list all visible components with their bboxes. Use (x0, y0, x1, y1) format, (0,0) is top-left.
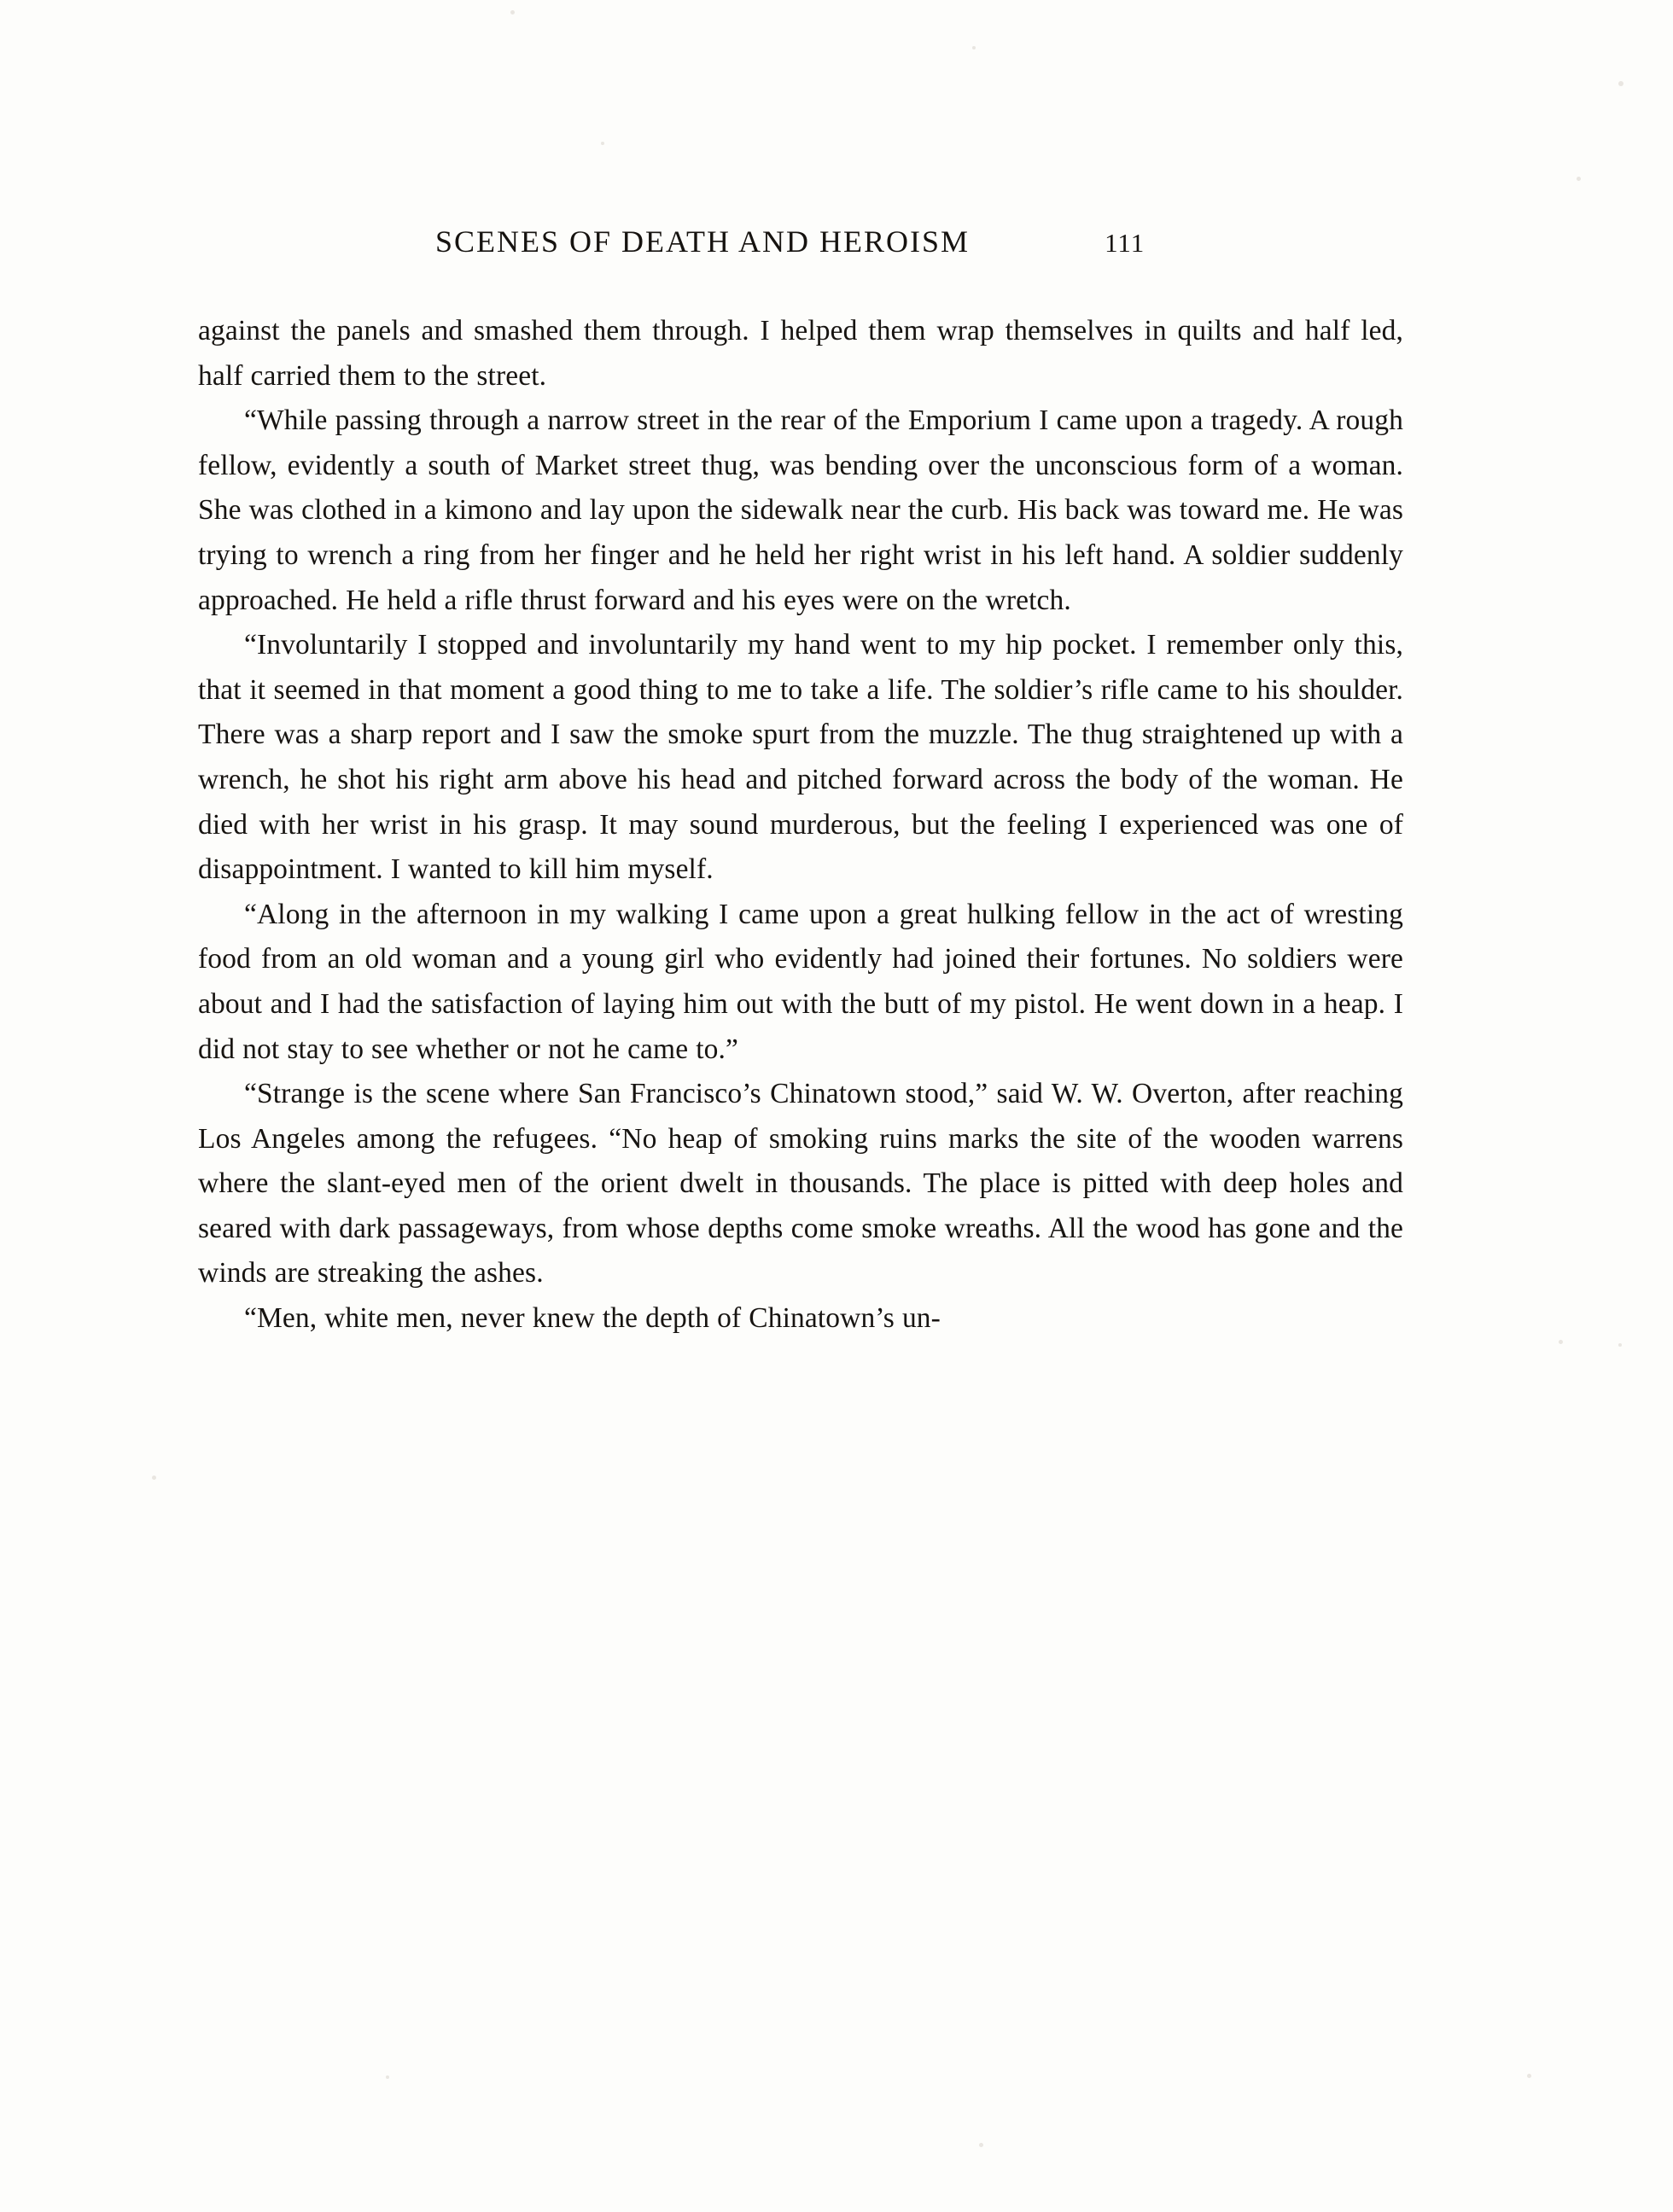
running-head (198, 224, 1403, 259)
body-text (198, 309, 1403, 1342)
scan-speck (510, 10, 515, 15)
paragraph: “Men, white men, never knew the depth of Chinatown’s un- (244, 1302, 941, 1335)
page-number: 111 (1105, 228, 1145, 258)
scan-speck (601, 142, 604, 145)
scan-speck (1559, 1340, 1563, 1344)
scan-speck (972, 46, 976, 49)
paragraph: “While passing through a narrow street in the rear of the Emporium I came upon a tragedy. A rough fellow, evidently a south of Market street thug, was bending over the unconscious form of a woman. She was clothed in a kimono and lay upon the sidewalk near the curb. His back was toward me. He was trying to wrench a ring from her finger and he held her right wrist in his left hand. A soldier suddenly approached. He held a rifle thrust forward and his eyes were on the wretch. (198, 405, 1403, 616)
page-title: SCENES OF DEATH AND HEROISM (435, 224, 971, 259)
scan-speck (386, 2075, 389, 2079)
paragraph: against the panels and smashed them through. I helped them wrap themselves in quilts and half led, half carried them to the street. (198, 315, 1403, 392)
scan-speck (1527, 2074, 1531, 2078)
page-content (198, 224, 1403, 1342)
scan-speck (1577, 177, 1581, 181)
paragraph: “Strange is the scene where San Francisco’s Chinatown stood,” said W. W. Overton, after reaching Los Angeles among the refugees. “No heap of smoking ruins marks the site of the wooden warrens where the slant-eyed men of the orient dwelt in thousands. The place is pitted with deep holes and seared with dark passageways, from whose depths come smoke wreaths. All the wood has gone and the winds are streaking the ashes. (198, 1078, 1403, 1289)
scan-speck (152, 1476, 156, 1480)
scan-speck (979, 2143, 983, 2147)
scan-speck (1618, 1343, 1622, 1347)
paragraph: “Involuntarily I stopped and involuntarily my hand went to my hip pocket. I remember only this, that it seemed in that moment a good thing to me to take a life. The soldier’s rifle came to his shoulder. There was a sharp report and I saw the smoke spurt from the muzzle. The thug straightened up with a wrench, he shot his right arm above his head and pitched forward across the body of the woman. He died with her wrist in his grasp. It may sound murderous, but the feeling I experienced was one of disappointment. I wanted to kill him myself. (198, 629, 1403, 886)
scan-speck (1618, 81, 1623, 86)
paragraph: “Along in the afternoon in my walking I came upon a great hulking fellow in the act of wresting food from an old woman and a young girl who evidently had joined their fortunes. No soldiers were about and I had the satisfaction of laying him out with the butt of my pistol. He went down in a heap. I did not stay to see whether or not he came to.” (198, 898, 1403, 1065)
